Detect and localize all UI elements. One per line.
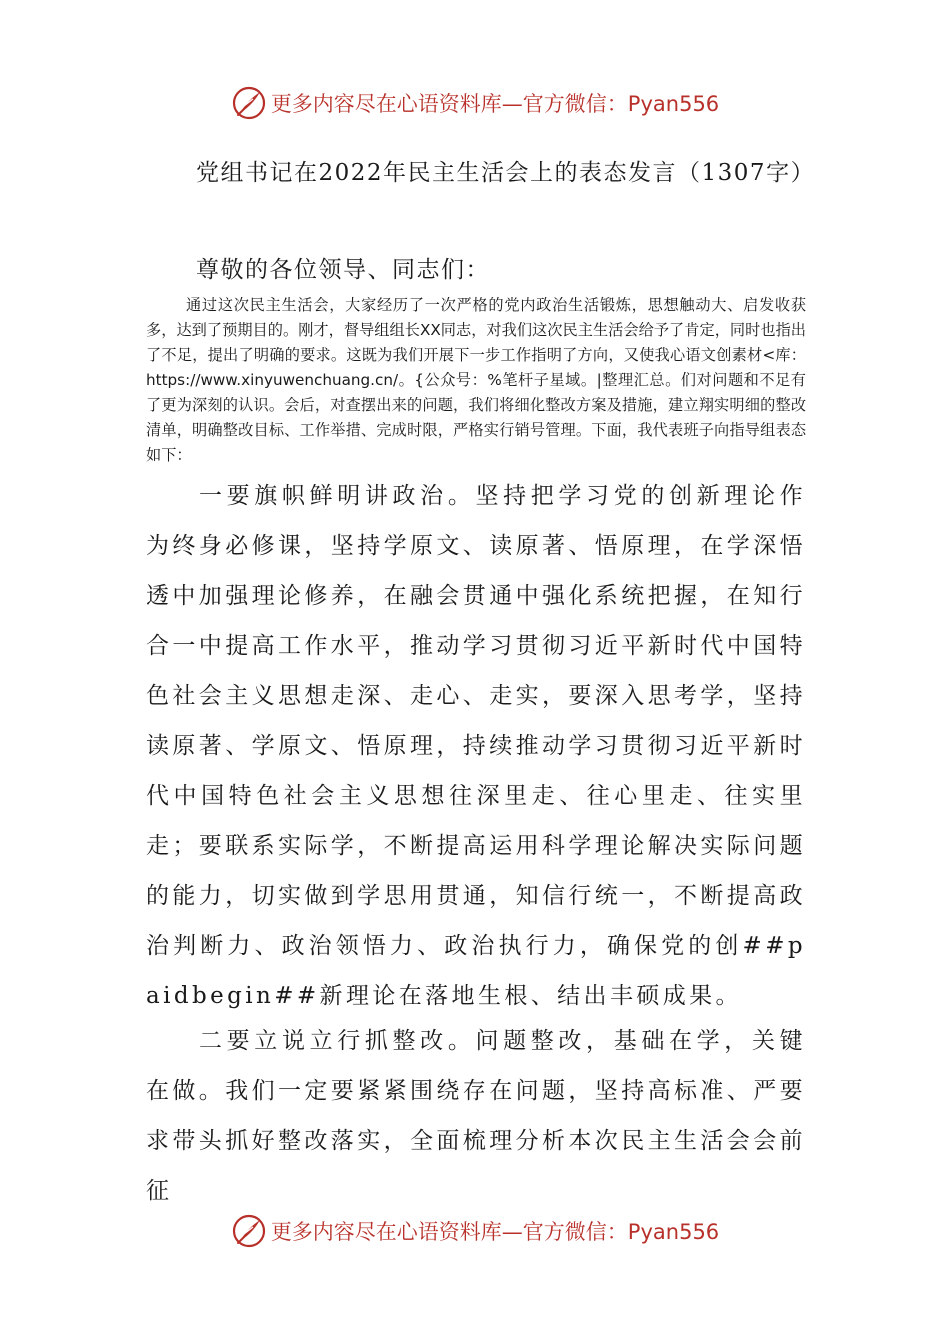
- paragraph-politics: 一要旗帜鲜明讲政治。坚持把学习党的创新理论作为终身必修课，坚持学原文、读原著、悟原理，在学深悟透中加强理论修养，在融会贯通中强化系统把握，在知行合一中提高工作水平，推动学习贯彻习近平新时代中国特色社会主义思想走深、走心、走实，要深入思考学，坚持读原著、学原文、悟原理，持续推动学习贯彻习近平新时代中国特色社会主义思想往深里走、往心里走、往实里走；要联系实际学，不断提高运用科学理论解决实际问题的能力，切实做到学思用贯通，知信行统一，不断提高政治判断力、政治领悟力、政治执行力，确保党的创##paidbegin##新理论在落地生根、结出丰硕成果。: [146, 483, 806, 1009]
- intro-paragraph: 通过这次民主生活会，大家经历了一次严格的党内政治生活锻炼，思想触动大、启发收获多，达到了预期目的。刚才，督导组组长XX同志，对我们这次民主生活会给予了肯定，同时也指出了不足，提出了明确的要求。这既为我们开展下一步工作指明了方向，又使我心语文创素材<库：https://www.xinyuwenchuang.cn/。{公众号：%笔杆子星域。|整理汇总。们对问题和不足有了更为深刻的认识。会后，对查摆出来的问题，我们将细化整改方案及措施，建立翔实明细的整改清单，明确整改目标、工作举措、完成时限，严格实行销号管理。下面，我代表班子向指导组表态如下：: [146, 296, 806, 464]
- quill-logo-icon: [231, 1213, 267, 1249]
- quill-logo-icon: [231, 85, 267, 121]
- header-banner: [0, 83, 950, 123]
- greeting: 尊敬的各位领导、同志们：: [196, 257, 490, 283]
- footer-banner: [0, 1211, 950, 1251]
- paragraph-rectification: 二要立说立行抓整改。问题整改，基础在学，关键在做。我们一定要紧紧围绕存在问题，坚持高标准、严要求带头抓好整改落实，全面梳理分析本次民主生活会会前征: [146, 1028, 806, 1204]
- banner-text: 更多内容尽在心语资料库—官方微信：Pyan556: [270, 92, 720, 116]
- document-title: 党组书记在2022年民主生活会上的表态发言（1307字）: [196, 160, 816, 186]
- banner-text: 更多内容尽在心语资料库—官方微信：Pyan556: [270, 1220, 720, 1244]
